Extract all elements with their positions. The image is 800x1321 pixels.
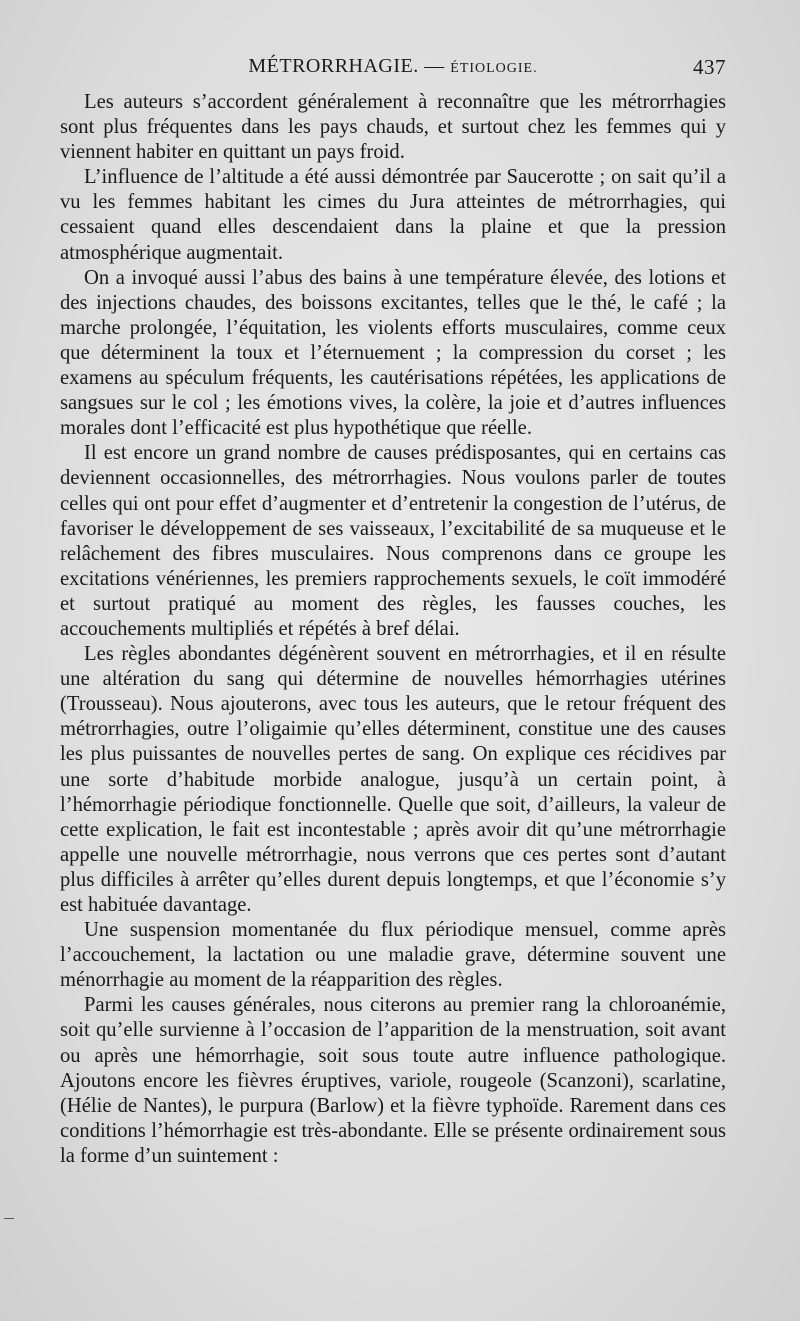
body-text <box>60 90 726 1169</box>
running-title-main: MÉTRORRHAGIE. <box>248 55 419 77</box>
margin-mark <box>4 1218 14 1219</box>
running-title-section: ÉTIOLOGIE. <box>450 61 538 76</box>
paragraph: Une suspension momentanée du flux périodique mensuel, comme après l’accouchement, la lactation ou une maladie grave, détermine souvent une ménorrhagie au moment de la réapparition des règles. <box>60 919 726 992</box>
paragraph: On a invoqué aussi l’abus des bains à une température élevée, des lotions et des injections chaudes, des boissons excitantes, telles que le thé, le café ; la marche prolongée, l’équitation, les violents efforts musculaires, comme ceux que déterminent la toux et l’éternuement ; la compression du corset ; les examens au spéculum fréquents, les cautérisations répétées, les applications de sangsues sur le col ; les émotions vives, la colère, la joie et d’autres influences morales dont l’efficacité est plus hypothétique que réelle. <box>60 266 726 440</box>
paragraph: L’influence de l’altitude a été aussi démontrée par Saucerotte ; on sait qu’il a vu les femmes habitant les cimes du Jura atteintes de métrorrhagies, qui cessaient quand elles descendaient dans la plaine et que la pression atmosphérique augmentait. <box>60 166 726 264</box>
paragraph: Les auteurs s’accordent généralement à reconnaître que les métrorrhagies sont plus fréquentes dans les pays chauds, et surtout chez les femmes qui y viennent habiter en quittant un pays froid. <box>60 91 726 164</box>
paragraph: Parmi les causes générales, nous citerons au premier rang la chloroanémie, soit qu’elle survienne à l’occasion de l’apparition de la menstruation, soit avant ou après une hémorrhagie, soit sous toute autre influence pathologique. Ajoutons encore les fièvres éruptives, variole, rougeole (Scanzoni), scarlatine, (Hélie de Nantes), le purpura (Barlow) et la fièvre typhoïde. Rarement dans ces conditions l’hémorrhagie est très-abondante. Elle se présente ordinairement sous la forme d’un suintement : <box>60 994 726 1167</box>
paragraph: Les règles abondantes dégénèrent souvent en métrorrhagies, et il en résulte une altération du sang qui détermine de nouvelles hémorrhagies utérines (Trousseau). Nous ajouterons, avec tous les auteurs, que le retour fréquent des métrorrhagies, outre l’oligaimie qu’elles déterminent, constitue une des causes les plus puissantes de nouvelles pertes de sang. On explique ces récidives par une sorte d’habitude morbide analogue, jusqu’à un certain point, à l’hémorrhagie périodique fonctionnelle. Quelle que soit, d’ailleurs, la valeur de cette explication, le fait est incontestable ; après avoir dit qu’une métrorrhagie appelle une nouvelle métrorrhagie, nous verrons que ces pertes sont d’autant plus difficiles à arrêter qu’elles durent depuis longtemps, et que l’économie s’y est habituée davantage. <box>60 643 726 916</box>
paragraph: Il est encore un grand nombre de causes prédisposantes, qui en certains cas deviennent occasionnelles, des métrorrhagies. Nous voulons parler de toutes celles qui ont pour effet d’augmenter et d’entretenir la congestion de l’utérus, de favoriser le développement de ses vaisseaux, l’excitabilité de sa muqueuse et le relâchement des fibres musculaires. Nous comprenons dans ce groupe les excitations vénériennes, les premiers rapprochements sexuels, le coït immodéré et surtout pratiqué au moment des règles, les fausses couches, les accouchements multipliés et répétés à bref délai. <box>60 442 726 640</box>
running-title <box>60 55 726 78</box>
page-number: 437 <box>693 55 726 79</box>
page-header <box>60 55 726 85</box>
running-title-separator: — <box>424 55 445 77</box>
